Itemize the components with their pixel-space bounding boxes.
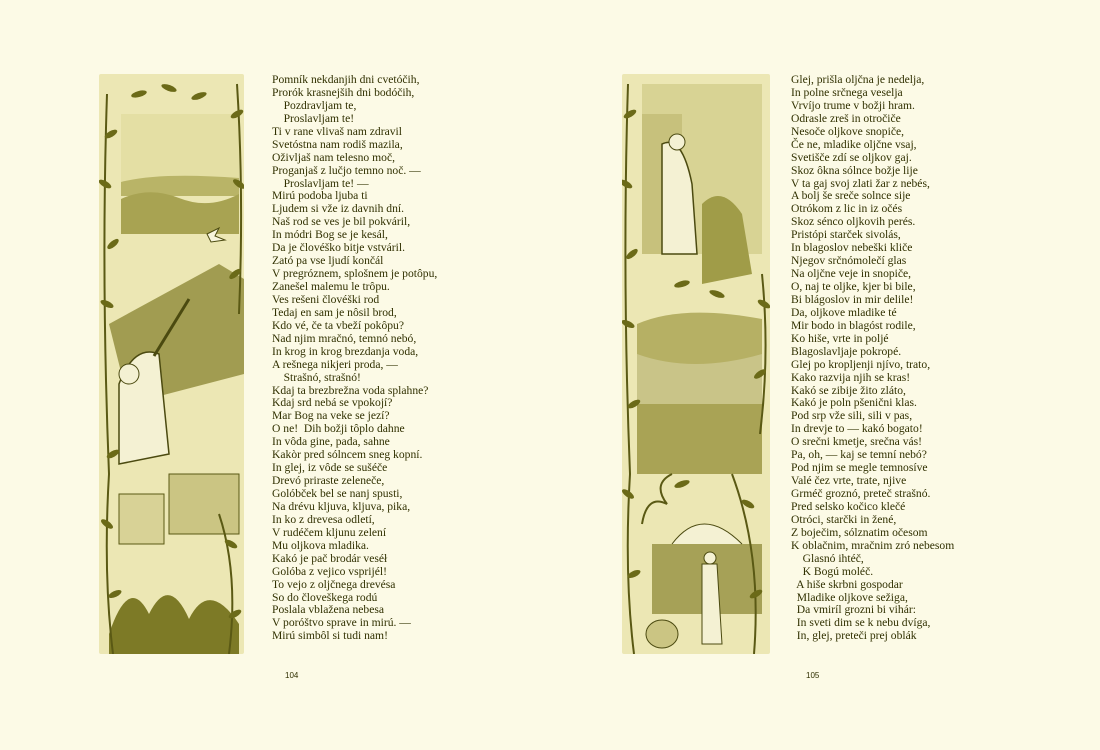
poem-line: Strašnó, strašnó! — [272, 370, 361, 384]
poem-line: Pred selsko kočico klečé — [791, 499, 906, 513]
right-page — [550, 0, 1100, 750]
poem-line: Da, oljkove mladike té — [791, 305, 897, 319]
poem-line: Grméč groznó, preteč strašnó. — [791, 487, 931, 500]
poem-line: So do človeškega rodú — [272, 590, 378, 604]
poem-line: Mu oljkova mladika. — [272, 538, 369, 552]
poem-line: Glej, prišla oljčna je nedelja, — [791, 73, 925, 86]
poem-line: O, naj te oljke, kjer bi bile, — [791, 280, 916, 293]
poem-line: Vrvíjo trume v božji hram. — [791, 98, 915, 112]
poem-line: Blagoslavljaje pokropé. — [791, 344, 902, 358]
poem-line: Mirú simbôl si tudi nam! — [272, 629, 388, 643]
poem-line: Zató pa vse ljudí končál — [272, 254, 384, 268]
poem-line: V rudéčem kljunu zelení — [272, 525, 387, 539]
poem-line: Kdo vé, če ta vbeží pokôpu? — [272, 318, 404, 332]
poem-line: V poróštvo sprave in mirú. — — [272, 616, 411, 630]
poem-line: Ljudem si vže iz davnih dní. — [272, 202, 405, 216]
poem-line: In ko z drevesa odletí, — [272, 512, 375, 526]
poem-line: Kakó je poln pšenični klas. — [791, 396, 917, 410]
poem-line: K oblačnim, mračnim zró nebesom — [791, 538, 955, 552]
poem-line: A rešnega nikjeri proda, — — [272, 357, 398, 371]
poem-line: Golóbček bel se nanj spusti, — [272, 487, 403, 500]
poem-line: Golóba z vejico vsprijél! — [272, 564, 387, 578]
poem-line: Pod srp vže sili, sili v pas, — [791, 409, 913, 423]
poem-line: Pozdravljam te, — [272, 98, 357, 112]
illustration-palm-sunday — [622, 74, 770, 654]
poem-line: In polne srčnega veselja — [791, 85, 903, 99]
poem-line: Mar Bog na veke se jezí? — [272, 409, 390, 423]
poem-line: Glej po kropljenji njívo, trato, — [791, 357, 931, 371]
poem-line: Z boječim, sólznatim očesom — [791, 525, 928, 539]
poem-line: Nesoče oljkove snopiče, — [791, 124, 905, 138]
poem-line: Ko hiše, vrte in poljé — [791, 331, 889, 345]
poem-line: V pregróznem, splošnem je potôpu, — [272, 267, 438, 281]
poem-line: Mir bodo in blagóst rodile, — [791, 318, 916, 332]
poem-line: Tedaj en sam je nôsil brod, — [272, 305, 397, 319]
poem-line: Odrasle zreš in otročiče — [791, 111, 901, 125]
poem-line: K Bogú moléč. — [791, 564, 874, 578]
page-number: 105 — [806, 671, 820, 680]
poem-text — [272, 74, 437, 643]
poem-line: Naš rod se ves je bil pokváril, — [272, 215, 411, 229]
poem-line: Zanešel malemu le trôpu. — [272, 280, 390, 293]
poem-line: A hiše skrbni gospodar — [791, 577, 903, 591]
poem-line: Prorók krasnejših dni bodóčih, — [272, 85, 415, 99]
poem-line: Mirú podoba ljuba ti — [272, 189, 368, 203]
poem-line: Proganjaš z lučjo temno noč. — — [272, 163, 421, 177]
poem-line: Proslavljam te! — — [272, 176, 369, 190]
poem-line: Da je človéško bitje vstváril. — [272, 241, 405, 255]
poem-line: Da vmiríl grozni bi vihár: — [791, 603, 916, 617]
poem-line: Kakó je pač brodár veséł — [272, 551, 388, 565]
page-number: 104 — [285, 671, 299, 680]
poem-line: In drevje to — kakó bogato! — [791, 422, 923, 436]
poem-line: V ta gaj svoj zlati žar z nebés, — [791, 176, 930, 190]
poem-line: Nad njim mračnó, temnó nebó, — [272, 331, 417, 345]
poem-line: Pod njim se megle temnosíve — [791, 461, 928, 475]
poem-line: Svetóstna nam rodiš mazila, — [272, 137, 403, 151]
poem-line: In glej, iz vôde se sušéče — [272, 461, 388, 475]
poem-line: Glasnó ihtéč, — [791, 551, 864, 565]
poem-line: Otrókom z lic in iz očés — [791, 202, 903, 216]
poem-line: Svetišče zdí se oljkov gaj. — [791, 150, 912, 164]
poem-line: In vôda gine, pada, sahne — [272, 435, 390, 449]
poem-line: Drevó priraste zeleneče, — [272, 474, 385, 488]
poem-line: Na oljčne veje in snopiče, — [791, 267, 912, 281]
poem-line: In blagoslov nebeški kliče — [791, 241, 913, 255]
poem-line: In krog in krog brezdanja voda, — [272, 344, 419, 358]
poem-line: In módri Bog se je kesál, — [272, 228, 388, 242]
poem-line: Kakòr pred sólncem sneg kopní. — [272, 448, 423, 462]
illustration-noah-dove — [99, 74, 244, 654]
poem-line: Ves rešeni človéški rod — [272, 292, 380, 306]
poem-line: O srečni kmetje, srečna vás! — [791, 435, 923, 449]
poem-line: Kdaj ta brezbrežna voda splahne? — [272, 383, 429, 397]
poem-line: Njegov srčnómolečí glas — [791, 254, 907, 268]
poem-line: Če ne, mladike oljčne vsaj, — [791, 137, 917, 151]
poem-line: Skoz ôkna sólnce božje lije — [791, 163, 918, 177]
poem-line: In, glej, preteči prej oblák — [791, 629, 917, 643]
poem-line: Pomník nekdanjih dni cvetóčih, — [272, 73, 420, 86]
poem-line: Ti v rane vlivaš nam zdravil — [272, 124, 402, 138]
poem-line: Skoz sénco oljkovih perés. — [791, 215, 916, 229]
poem-line: Kakó se zibije žito zláto, — [791, 383, 906, 397]
poem-line: Kako razvija njih se kras! — [791, 370, 911, 384]
poem-text — [791, 74, 954, 643]
poem-line: Otróci, starčki in žené, — [791, 512, 897, 526]
poem-line: Bi blágoslov in mir delile! — [791, 292, 914, 306]
poem-line: Pristópi starček sivolás, — [791, 228, 901, 242]
poem-line: Poslala vblažena nebesa — [272, 603, 385, 617]
poem-line: Oživljaš nam telesno moč, — [272, 150, 395, 164]
poem-line: Kdaj srd nebá se vpokojí? — [272, 396, 393, 410]
poem-line: Mladike oljkove sežiga, — [791, 590, 908, 604]
poem-line: Valé čez vrte, trate, njive — [791, 474, 907, 488]
poem-line: A bolj še sreče solnce sije — [791, 189, 911, 203]
poem-line: To vejo z oljčnega drevésa — [272, 577, 396, 591]
poem-line: Proslavljam te! — [272, 111, 355, 125]
poem-line: In sveti dim se k nebu dvíga, — [791, 616, 931, 630]
poem-line: Na drévu kljuva, kljuva, pika, — [272, 499, 411, 513]
poem-line: Pa, oh, — kaj se temní nebó? — [791, 448, 927, 462]
poem-line: O ne! Dih božji tôplo dahne — [272, 422, 405, 436]
